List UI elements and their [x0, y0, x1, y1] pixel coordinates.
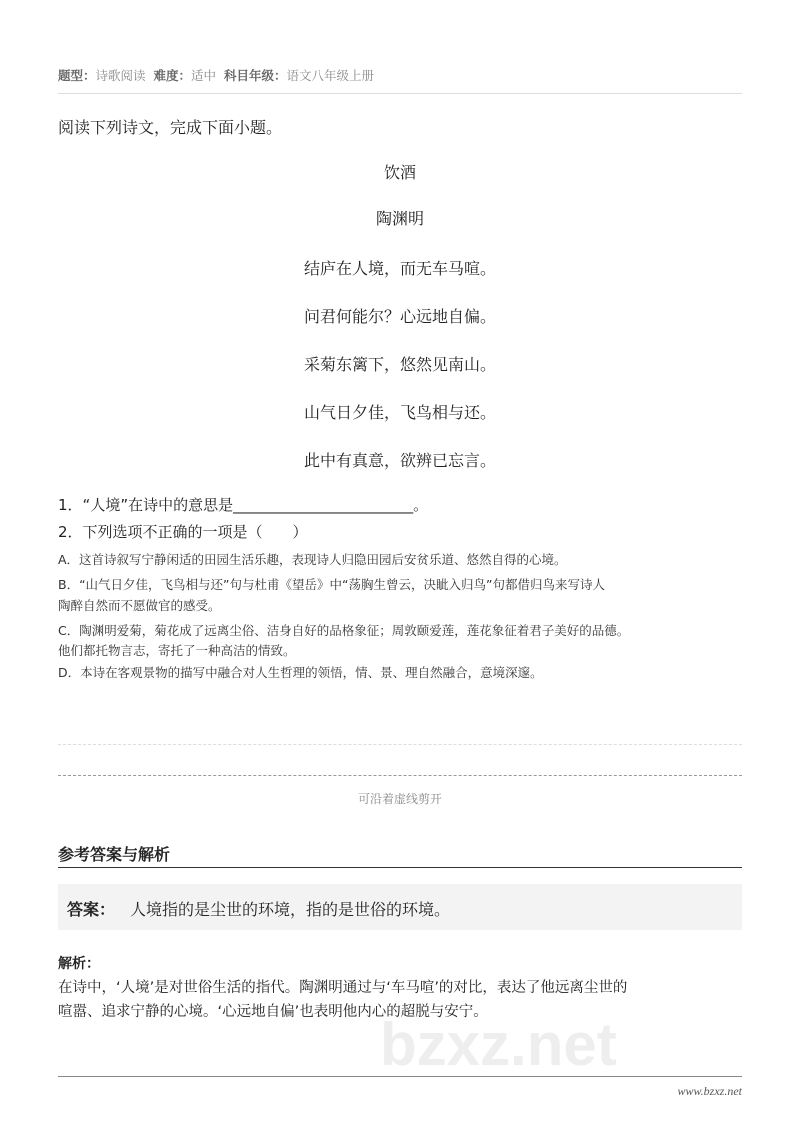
option-c-cont: 他们都托物言志，寄托了一种高洁的情致。 [58, 643, 296, 658]
section-divider [58, 867, 742, 868]
difficulty-label: 难度： [153, 68, 191, 83]
footer-url: www.bzxz.net [677, 1084, 742, 1098]
poem-line: 山气日夕佳，飞鸟相与还。 [303, 403, 496, 422]
option-d: D．本诗在客观景物的描写中融合对人生哲理的领悟，情、景、理自然融合，意境深邃。 [58, 665, 543, 680]
analysis-label: 解析： [58, 956, 100, 972]
grade-value: 语文八年级上册 [286, 68, 374, 83]
question-2: 2．下列选项不正确的一项是（ ） [58, 523, 308, 541]
option-a: A．这首诗叙写宁静闲适的田园生活乐趣，表现诗人归隐田园后安贫乐道、悠然自得的心境。 [58, 552, 567, 567]
type-label: 题型： [58, 68, 96, 83]
footer-divider [58, 1076, 742, 1077]
question-1: 1．“人境”在诗中的意思是________________________。 [58, 496, 429, 514]
question-meta [58, 66, 374, 84]
type-value: 诗歌阅读 [95, 68, 146, 83]
poem-line: 此中有真意，欲辨已忘言。 [303, 451, 496, 470]
option-b: B．“山气日夕佳，飞鸟相与还”句与杜甫《望岳》中“荡胸生曾云，决眦入归鸟”句都借归鸟来写诗人 [58, 577, 605, 592]
difficulty-value: 适中 [191, 68, 217, 83]
option-c: C．陶渊明爱菊，菊花成了远离尘俗、洁身自好的品格象征；周敦颐爱莲，莲花象征着君子美好的品德。 [58, 623, 630, 638]
instruction: 阅读下列诗文，完成下面小题。 [58, 118, 283, 137]
dashed-line [58, 744, 742, 745]
poem-line: 结庐在人境，而无车马喧。 [303, 259, 496, 278]
cut-hint: 可沿着虚线剪开 [357, 792, 442, 806]
cut-line [58, 775, 742, 776]
poem-line: 问君何能尔？心远地自偏。 [303, 307, 496, 326]
analysis-line: 在诗中，‘人境’是对世俗生活的指代。陶渊明通过与‘车马喧’的对比，表达了他远离尘世的 [58, 980, 628, 996]
watermark: bzxz.net [380, 1011, 617, 1078]
analysis-line: 喧嚣、追求宁静的心境。‘心远地自偏’也表明他内心的超脱与安宁。 [58, 1004, 488, 1020]
answer-section-title: 参考答案与解析 [58, 845, 171, 864]
header-divider [58, 93, 742, 94]
poem-title: 饮酒 [383, 163, 416, 182]
grade-label: 科目年级： [223, 68, 287, 83]
answer-label: 答案： [67, 900, 116, 919]
poem-line: 采菊东篱下，悠然见南山。 [303, 355, 496, 374]
option-b-cont: 陶醉自然而不愿做官的感受。 [58, 598, 221, 613]
answer-text: 人境指的是尘世的环境，指的是世俗的环境。 [130, 900, 451, 919]
poem-author: 陶渊明 [375, 209, 424, 228]
